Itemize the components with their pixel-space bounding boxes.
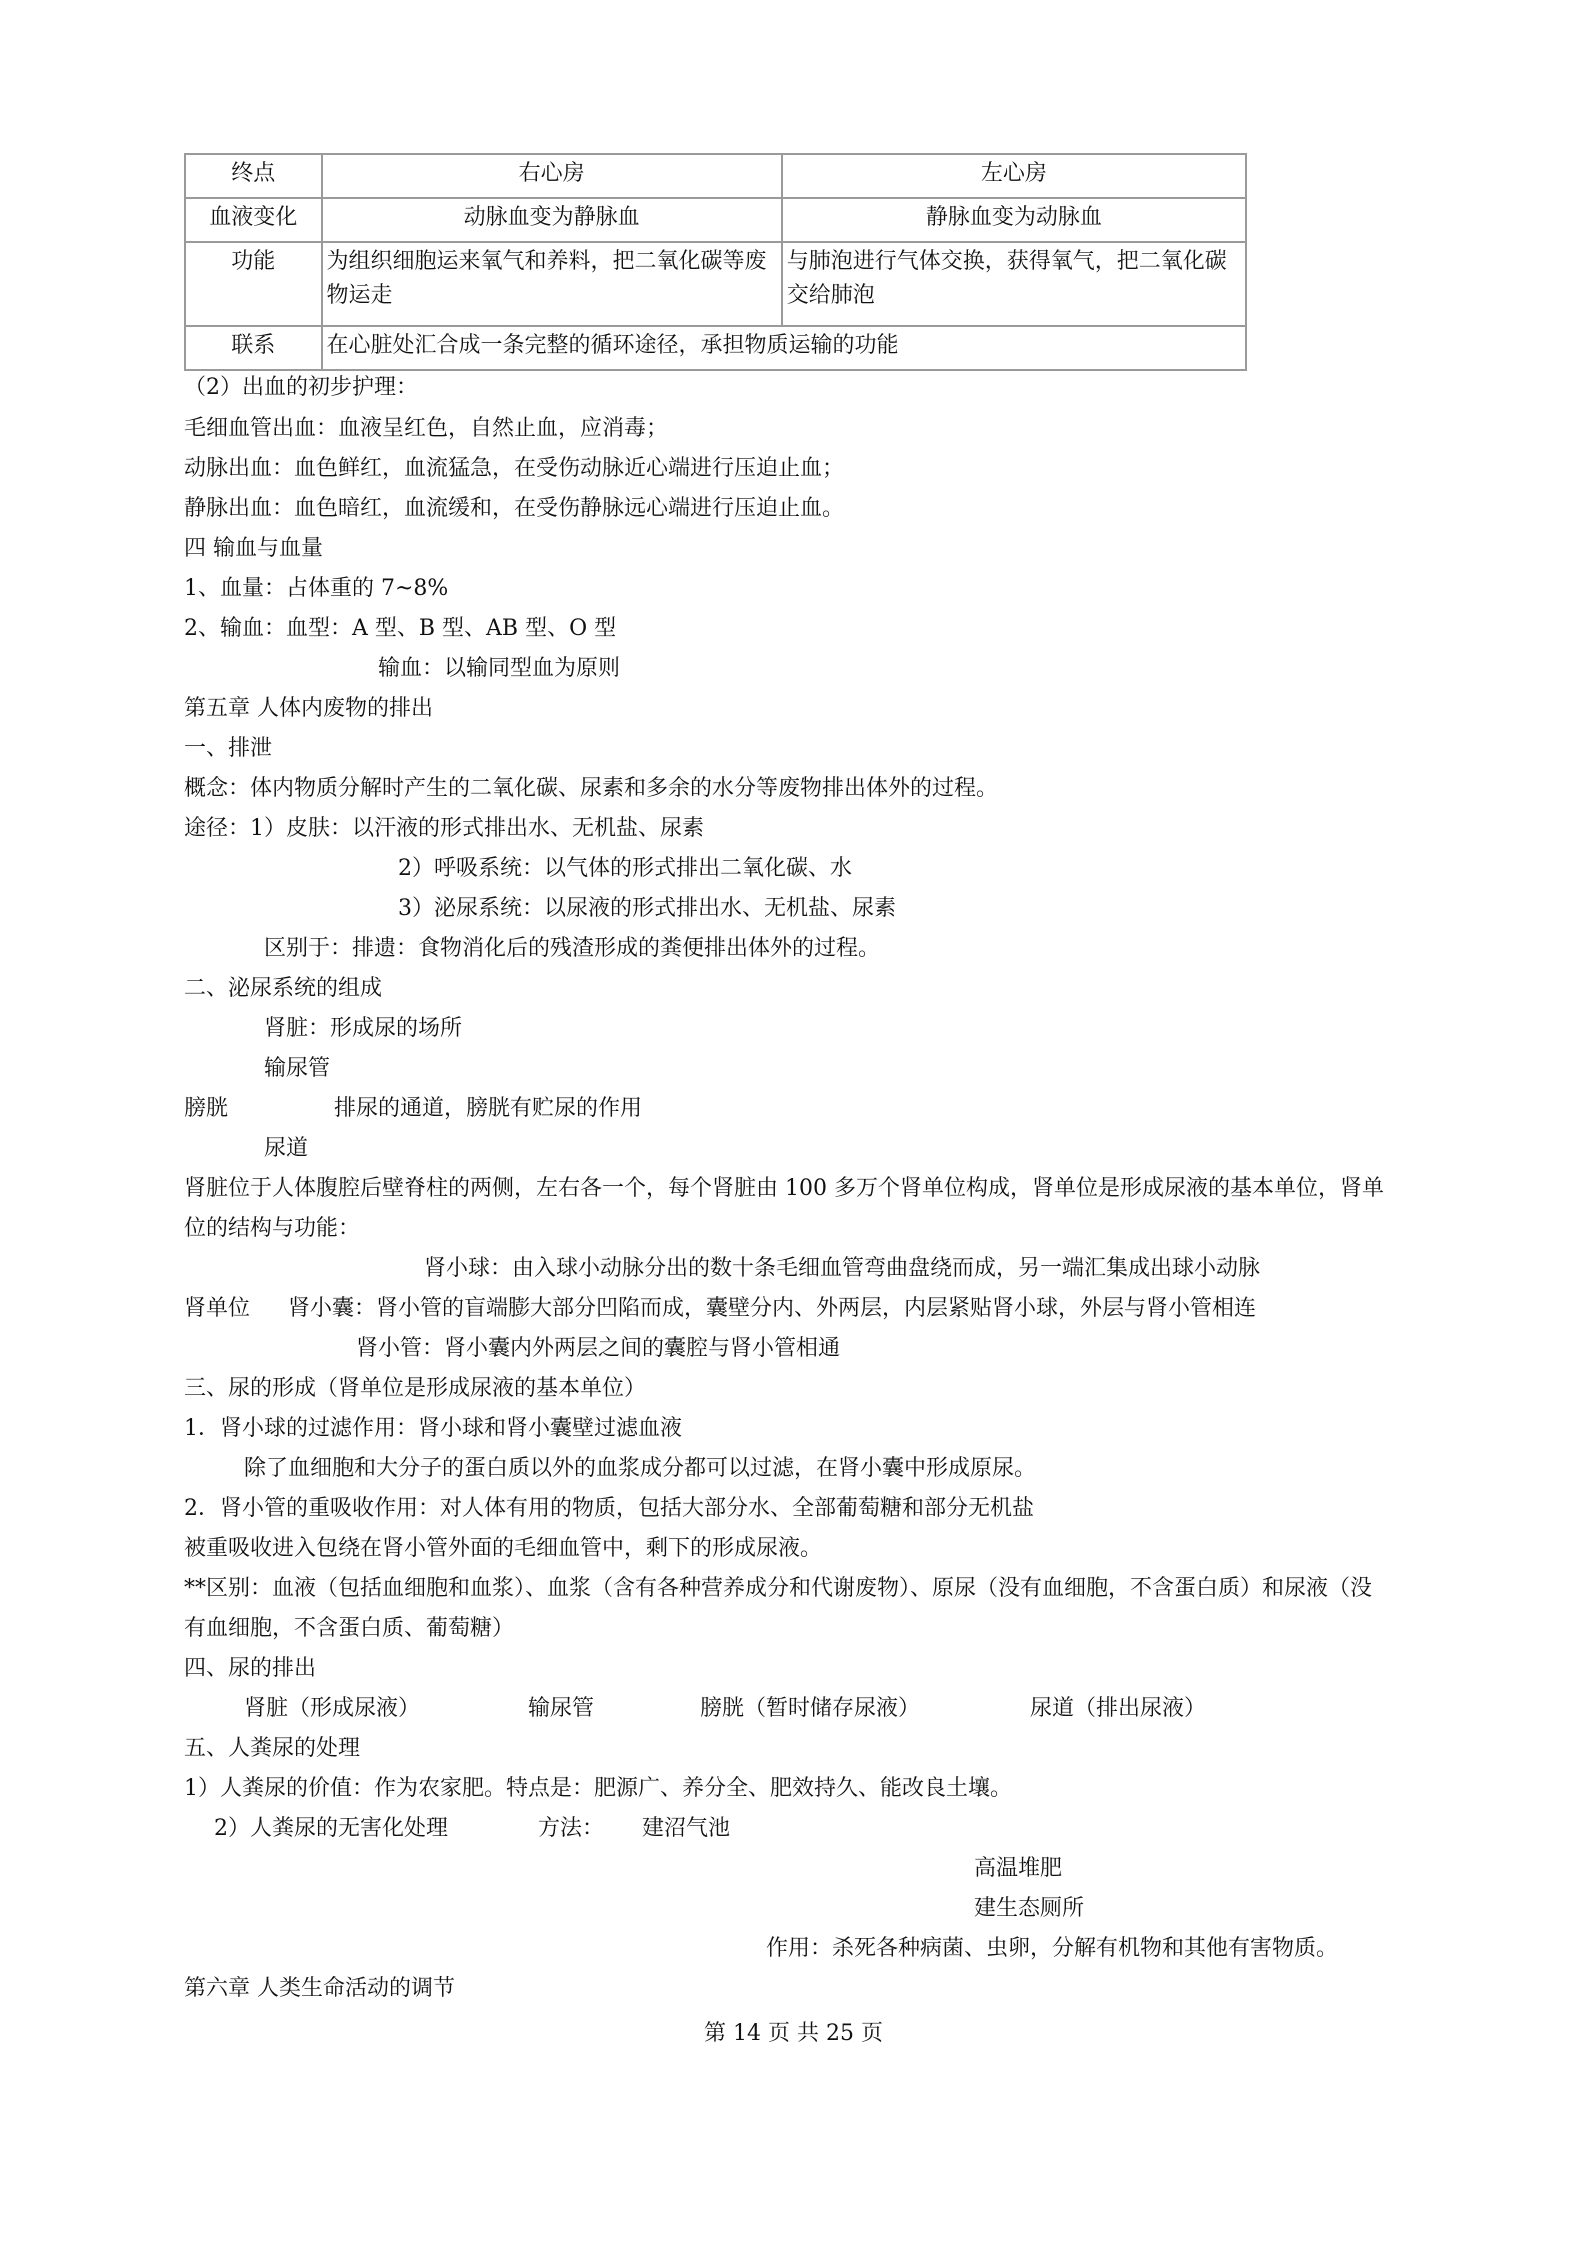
section-heading: 三、尿的形成（肾单位是形成尿液的基本单位） — [184, 1376, 647, 1401]
text-line: 概念：体内物质分解时产生的二氧化碳、尿素和多余的水分等废物排出体外的过程。 — [184, 776, 999, 801]
text-line: 肾脏位于人体腹腔后壁脊柱的两侧，左右各一个，每个肾脏由 100 多万个肾单位构成，肾单位是形成尿液的基本单位，肾单 — [184, 1176, 1384, 1201]
chapter-heading: 第六章 人类生命活动的调节 — [184, 1976, 455, 2001]
text-line: （2）出血的初步护理： — [184, 375, 418, 400]
text-line: 区别于：排遗：食物消化后的残渣形成的粪便排出体外的过程。 — [264, 936, 881, 961]
text-line: 方法： — [538, 1816, 605, 1841]
text-line: 尿道（排出尿液） — [1030, 1696, 1207, 1721]
text-line: 动脉出血：血色鲜红，血流猛急，在受伤动脉近心端进行压迫止血； — [184, 456, 845, 481]
text-line: 输尿管 — [264, 1056, 331, 1081]
row-label: 联系 — [185, 326, 322, 370]
text-line: 肾脏：形成尿的场所 — [264, 1016, 463, 1041]
table-row — [185, 242, 1246, 326]
section-heading: 五、人粪尿的处理 — [184, 1736, 361, 1761]
table-row — [185, 154, 1246, 198]
table-cell: 左心房 — [782, 154, 1246, 198]
table-cell-merged: 在心脏处汇合成一条完整的循环途径，承担物质运输的功能 — [322, 326, 1246, 370]
text-line: 有血细胞，不含蛋白质、葡萄糖） — [184, 1616, 515, 1641]
table-row — [185, 326, 1246, 370]
text-line: 输血：以输同型血为原则 — [378, 656, 621, 681]
table-cell: 动脉血变为静脉血 — [322, 198, 782, 242]
table-row — [185, 198, 1246, 242]
section-heading: 一、排泄 — [184, 736, 273, 761]
chapter-heading: 第五章 人体内废物的排出 — [184, 696, 433, 721]
table-cell: 为组织细胞运来氧气和养料，把二氧化碳等废物运走 — [322, 242, 782, 326]
text-line: 毛细血管出血：血液呈红色，自然止血，应消毒； — [184, 416, 669, 441]
text-line: 2、输血：血型：A 型、B 型、AB 型、O 型 — [184, 616, 617, 641]
text-line: 肾单位 — [184, 1296, 251, 1321]
text-line: 作用：杀死各种病菌、虫卵，分解有机物和其他有害物质。 — [766, 1936, 1339, 1961]
text-line: 1）人粪尿的价值：作为农家肥。特点是：肥源广、养分全、肥效持久、能改良土壤。 — [184, 1776, 1012, 1801]
section-heading: 四 输血与血量 — [184, 536, 323, 561]
text-line: 1．肾小球的过滤作用：肾小球和肾小囊壁过滤血液 — [184, 1416, 682, 1441]
text-line: 静脉出血：血色暗红，血流缓和，在受伤静脉远心端进行压迫止血。 — [184, 496, 845, 521]
table-cell: 静脉血变为动脉血 — [782, 198, 1246, 242]
text-line: 途径：1）皮肤：以汗液的形式排出水、无机盐、尿素 — [184, 816, 704, 841]
row-label: 血液变化 — [185, 198, 322, 242]
text-line: 除了血细胞和大分子的蛋白质以外的血浆成分都可以过滤，在肾小囊中形成原尿。 — [244, 1456, 1037, 1481]
text-line: 建沼气池 — [642, 1816, 731, 1841]
section-heading: 二、泌尿系统的组成 — [184, 976, 383, 1001]
circulation-table — [184, 153, 1247, 371]
text-line: 肾脏（形成尿液） — [244, 1696, 421, 1721]
text-line: 排尿的通道，膀胱有贮尿的作用 — [334, 1096, 643, 1121]
text-line: 位的结构与功能： — [184, 1216, 361, 1241]
text-line: **区别：血液（包括血细胞和血浆）、血浆（含有各种营养成分和代谢废物）、原尿（没有血细胞，不含蛋白质）和尿液（没 — [184, 1576, 1373, 1601]
text-line: 输尿管 — [528, 1696, 595, 1721]
text-line: 建生态厕所 — [974, 1896, 1085, 1921]
text-line: 被重吸收进入包绕在肾小管外面的毛细血管中，剩下的形成尿液。 — [184, 1536, 823, 1561]
row-label: 终点 — [185, 154, 322, 198]
section-heading: 四、尿的排出 — [184, 1656, 317, 1681]
text-line: 2．肾小管的重吸收作用：对人体有用的物质，包括大部分水、全部葡萄糖和部分无机盐 — [184, 1496, 1034, 1521]
text-line: 1、血量：占体重的 7~8% — [184, 576, 449, 601]
table-cell: 右心房 — [322, 154, 782, 198]
row-label: 功能 — [185, 242, 322, 326]
text-line: 肾小囊：肾小管的盲端膨大部分凹陷而成，囊壁分内、外两层，内层紧贴肾小球，外层与肾小管相连 — [288, 1296, 1257, 1321]
text-line: 3）泌尿系统：以尿液的形式排出水、无机盐、尿素 — [398, 896, 896, 921]
page-number: 第 14 页 共 25 页 — [704, 2021, 883, 2046]
text-line: 高温堆肥 — [974, 1856, 1063, 1881]
text-line: 膀胱 — [184, 1096, 229, 1121]
text-line: 尿道 — [264, 1136, 309, 1161]
text-line: 2）呼吸系统：以气体的形式排出二氧化碳、水 — [398, 856, 852, 881]
text-line: 肾小球：由入球小动脉分出的数十条毛细血管弯曲盘绕而成，另一端汇集成出球小动脉 — [424, 1256, 1261, 1281]
text-line: 膀胱（暂时储存尿液） — [700, 1696, 921, 1721]
text-line: 肾小管：肾小囊内外两层之间的囊腔与肾小管相通 — [356, 1336, 841, 1361]
text-line: 2）人粪尿的无害化处理 — [214, 1816, 448, 1841]
table-cell: 与肺泡进行气体交换，获得氧气，把二氧化碳交给肺泡 — [782, 242, 1246, 326]
